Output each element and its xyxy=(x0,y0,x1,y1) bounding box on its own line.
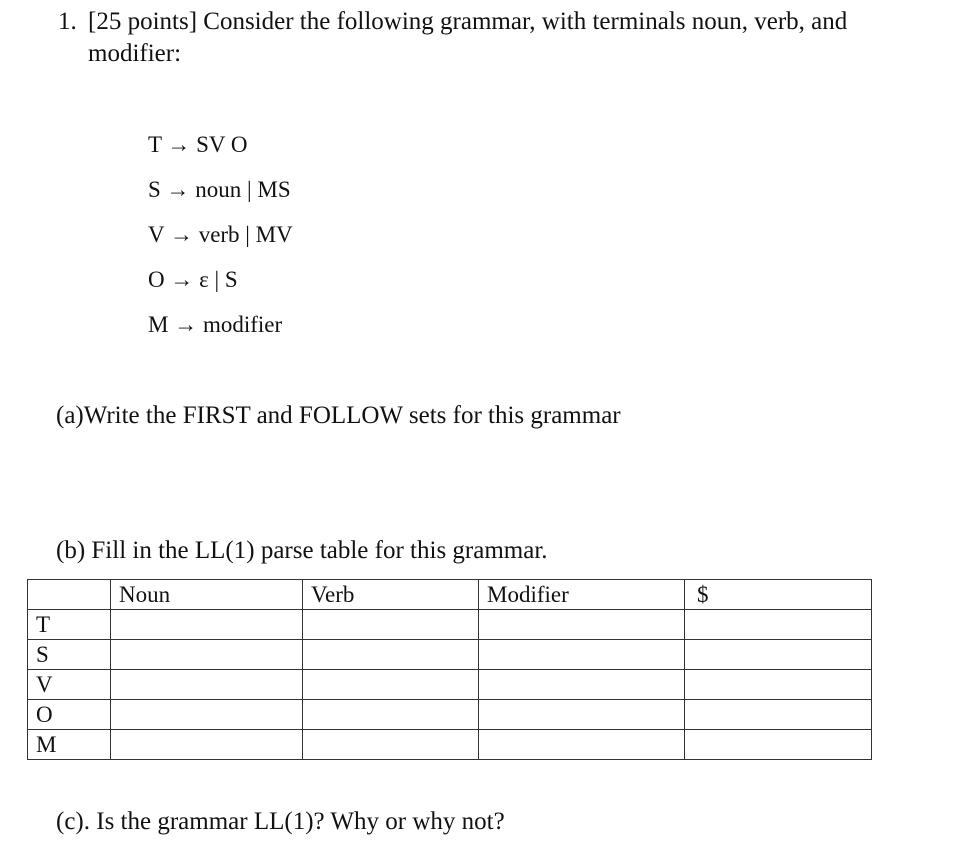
table-cell[interactable] xyxy=(303,700,479,730)
table-row xyxy=(28,730,872,760)
grammar-rule-o: O → ε | S xyxy=(148,267,238,292)
table-cell[interactable] xyxy=(479,670,685,700)
table-cell[interactable] xyxy=(479,700,685,730)
table-cell[interactable] xyxy=(685,610,872,640)
table-cell[interactable] xyxy=(303,670,479,700)
table-cell[interactable] xyxy=(685,640,872,670)
question-text-2: modifier: xyxy=(88,40,182,67)
parse-table xyxy=(27,579,872,760)
row-header-t: T xyxy=(28,610,111,640)
table-cell[interactable] xyxy=(111,610,303,640)
table-cell[interactable] xyxy=(685,730,872,760)
table-row xyxy=(28,700,872,730)
grammar-rule-t: T → SV O xyxy=(148,132,248,157)
table-row xyxy=(28,640,872,670)
part-c-text: (c). Is the grammar LL(1)? Why or why not? xyxy=(56,808,505,835)
grammar-rule-v: V → verb | MV xyxy=(148,222,293,247)
table-cell[interactable] xyxy=(303,730,479,760)
table-row xyxy=(28,610,872,640)
table-cell[interactable] xyxy=(685,670,872,700)
table-cell[interactable] xyxy=(479,730,685,760)
row-header-s: S xyxy=(28,640,111,670)
table-row xyxy=(28,670,872,700)
row-header-v: V xyxy=(28,670,111,700)
part-a-text: (a)Write the FIRST and FOLLOW sets for this grammar xyxy=(56,402,621,429)
table-cell[interactable] xyxy=(479,610,685,640)
table-cell[interactable] xyxy=(479,640,685,670)
column-header-verb: Verb xyxy=(303,580,479,610)
grammar-rule-m: M → modifier xyxy=(148,312,283,337)
question-number: 1. xyxy=(58,8,77,35)
row-header-o: O xyxy=(28,700,111,730)
table-cell[interactable] xyxy=(303,640,479,670)
column-header-modifier: Modifier xyxy=(479,580,685,610)
column-header-dollar: $ xyxy=(685,580,872,610)
table-header-row xyxy=(28,580,872,610)
part-b-text: (b) Fill in the LL(1) parse table for this grammar. xyxy=(56,537,548,564)
table-cell[interactable] xyxy=(111,700,303,730)
row-header-m: M xyxy=(28,730,111,760)
table-cell[interactable] xyxy=(303,610,479,640)
table-cell[interactable] xyxy=(111,640,303,670)
question-line-1 xyxy=(58,6,847,38)
table-cell[interactable] xyxy=(111,730,303,760)
table-corner-cell xyxy=(28,580,111,610)
question-text-1: [25 points] Consider the following grammar, with terminals noun, verb, and xyxy=(88,8,848,35)
table-cell[interactable] xyxy=(111,670,303,700)
table-cell[interactable] xyxy=(685,700,872,730)
column-header-noun: Noun xyxy=(111,580,303,610)
grammar-rule-s: S → noun | MS xyxy=(148,177,291,202)
